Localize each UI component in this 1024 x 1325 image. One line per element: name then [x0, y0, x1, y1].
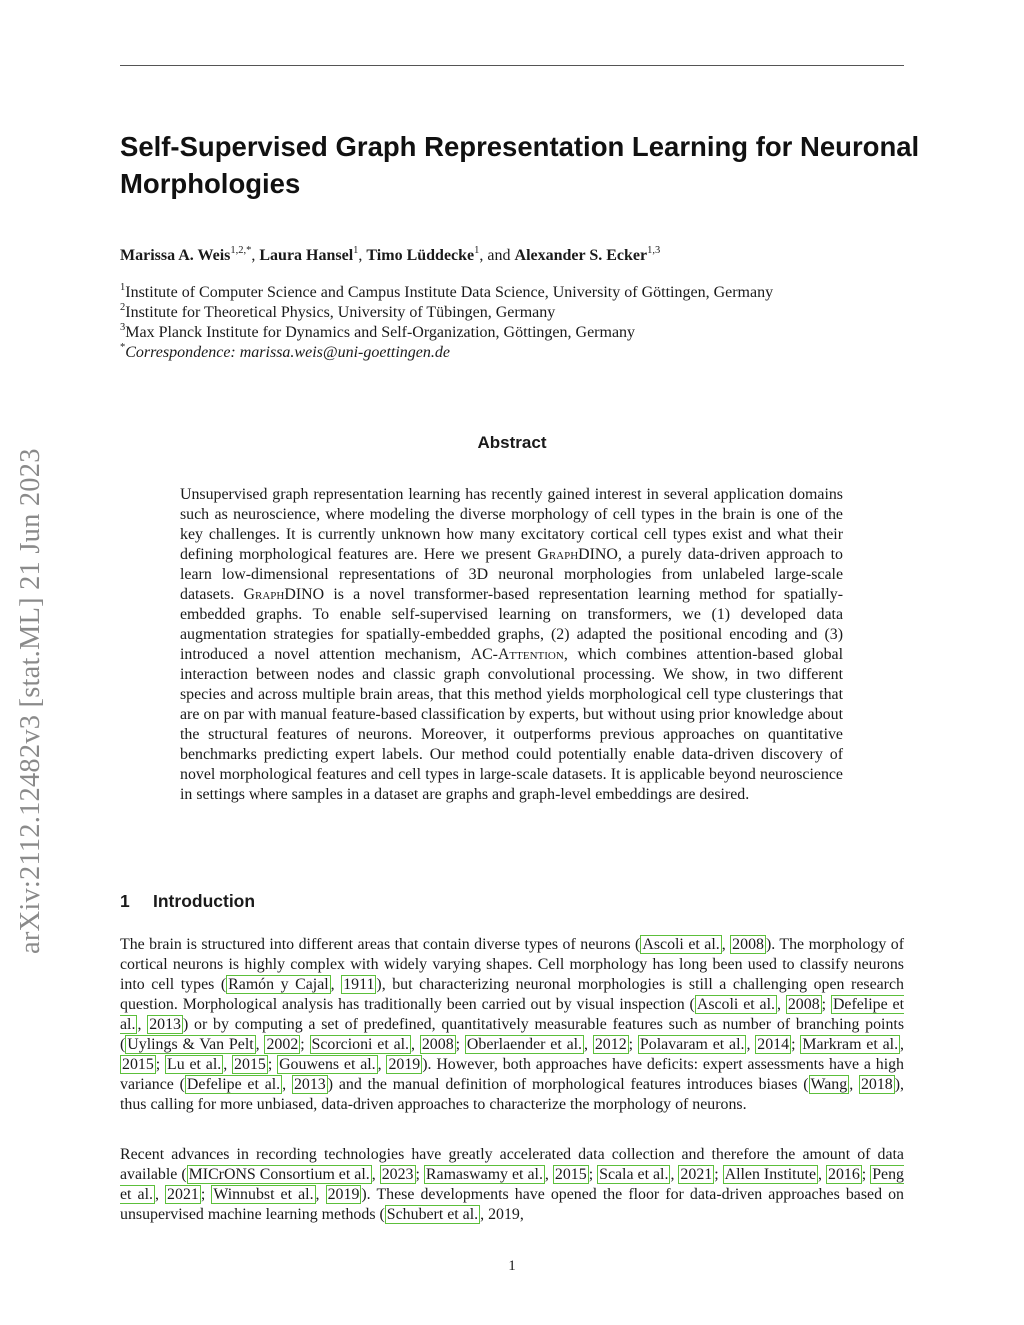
body-text: , 2019, — [480, 1206, 524, 1223]
body-text: , — [900, 1036, 905, 1053]
citation-link[interactable]: Ascoli et al. — [642, 936, 720, 953]
citation-link[interactable]: 2019 — [327, 1186, 360, 1203]
citation-link[interactable]: Scorcioni et al. — [311, 1036, 410, 1053]
body-text: , — [818, 1166, 826, 1183]
author-name: Marissa A. Weis — [120, 247, 231, 264]
citation-link[interactable]: Uylings & Van Pelt — [127, 1036, 254, 1053]
affiliation-text: Institute of Computer Science and Campus Institute Data Science, University of Göttingen, Germany — [125, 284, 774, 301]
paper-title: Self-Supervised Graph Representation Learning for Neuronal Morphologies — [120, 131, 920, 199]
body-text: The brain is structured into different areas that contain diverse types of neurons ( — [120, 936, 641, 953]
abstract-text: , a purely data-driven approach to learn low-dimensional representations of 3D neuronal morphologies from unlabeled large-scale datasets. — [180, 546, 843, 603]
body-text: ), thus calling for more unbiased, data-driven approaches to characterize the morphology of neurons. — [120, 1076, 905, 1113]
citation-link[interactable]: 2008 — [421, 1036, 454, 1053]
body-text: , — [721, 936, 731, 953]
body-text: , — [746, 1036, 756, 1053]
citation-link[interactable]: 2014 — [757, 1036, 790, 1053]
body-text: , — [371, 1166, 380, 1183]
body-text: ; — [588, 1166, 598, 1183]
body-text: ; — [791, 1036, 801, 1053]
citation-link[interactable]: Gouwens et al. — [279, 1056, 376, 1073]
abstract-body — [180, 485, 843, 805]
citation-link[interactable]: 2023 — [381, 1166, 414, 1183]
body-text: , — [777, 996, 786, 1013]
author-list — [120, 245, 910, 267]
affiliation-sup: 3 — [120, 321, 126, 333]
body-text: Recent advances in recording technologies have greatly accelerated data collection and therefore the amount of data available ( — [120, 1146, 904, 1183]
citation-link[interactable]: Defelipe et al. — [186, 1076, 281, 1093]
citation-link[interactable]: 1911 — [343, 976, 375, 993]
citation-link[interactable]: Markram et al. — [802, 1036, 899, 1053]
abstract-text: is a novel transformer-based representation learning method for spatially-embedded graphs. To enable self-supervised learning on transformers, we (1) developed data augmentation strategies for spatially-embedded graphs, (2) adapted the positional encoding and (3) introduced a novel attention mechanism, — [180, 586, 843, 663]
author-name: Alexander S. Ecker — [514, 247, 648, 264]
affiliation-line — [120, 323, 910, 343]
correspondence-line — [120, 343, 910, 363]
author-separator: , and — [479, 247, 515, 264]
body-text: , — [154, 1186, 166, 1203]
body-text: , — [411, 1036, 420, 1053]
affiliation-text: Institute for Theoretical Physics, University of Tübingen, Germany — [125, 304, 556, 321]
citation-link[interactable]: MICrONS Consortium et al. — [188, 1166, 370, 1183]
citation-link[interactable]: Wang — [810, 1076, 848, 1093]
affiliation-sup: 1 — [120, 281, 126, 293]
intro-paragraph-1 — [120, 935, 904, 1115]
body-text: ) and the manual definition of morphological features introduces biases ( — [327, 1076, 809, 1093]
section-number: 1 — [120, 891, 130, 911]
author-separator: , — [251, 247, 260, 264]
author-sup: 1 — [353, 244, 359, 256]
body-text: , — [282, 1076, 292, 1093]
body-text: ; — [628, 1036, 638, 1053]
author-name: Laura Hansel — [259, 247, 354, 264]
citation-link[interactable]: 2016 — [828, 1166, 860, 1183]
citation-link[interactable]: Schubert et al. — [386, 1206, 479, 1223]
abstract-heading: Abstract — [477, 433, 547, 452]
citation-link[interactable]: 2015 — [554, 1166, 587, 1183]
body-text: , — [544, 1166, 553, 1183]
body-text: ; — [300, 1036, 310, 1053]
body-text: ; — [861, 1166, 871, 1183]
citation-link[interactable]: 2008 — [787, 996, 820, 1013]
body-text: , — [137, 1016, 148, 1033]
body-text: ) or by computing a set of predefined, quantitatively measurable features such as number of branching points ( — [120, 1016, 904, 1053]
author-sup: 1 — [474, 244, 480, 256]
method-name: GraphDINO — [243, 586, 325, 603]
body-text: ; — [714, 1166, 723, 1183]
body-text: , — [223, 1056, 233, 1073]
section-heading — [120, 891, 255, 912]
citation-link[interactable]: 2018 — [860, 1076, 893, 1093]
citation-link[interactable]: Ramaswamy et al. — [425, 1166, 543, 1183]
affiliation-text: Max Planck Institute for Dynamics and Self-Organization, Göttingen, Germany — [125, 324, 636, 341]
body-text: ; — [267, 1056, 278, 1073]
citation-link[interactable]: 2019 — [388, 1056, 421, 1073]
citation-link[interactable]: Oberlaender et al. — [466, 1036, 583, 1053]
affiliations — [120, 283, 910, 363]
top-rule — [120, 65, 904, 66]
citation-link[interactable]: 2015 — [234, 1056, 266, 1073]
affiliation-sup: 2 — [120, 301, 126, 313]
body-text: ; — [821, 996, 831, 1013]
body-text: ). These developments have opened the floor for data-driven approaches based on unsupervised machine learning methods ( — [120, 1186, 904, 1223]
citation-link[interactable]: 2013 — [293, 1076, 326, 1093]
body-text: , — [670, 1166, 679, 1183]
citation-link[interactable]: Ramón y Cajal — [228, 976, 329, 993]
citation-link[interactable]: 2021 — [680, 1166, 713, 1183]
body-text: ). The morphology of cortical neurons is highly complex with widely varying shapes. Cell morphology has long been used to classify neurons into cell types ( — [120, 936, 904, 993]
citation-link[interactable]: Ascoli et al. — [696, 996, 775, 1013]
citation-link[interactable]: Defelipe et al. — [120, 996, 904, 1033]
arxiv-stamp: arXiv:2112.12482v3 [stat.ML] 21 Jun 2023 — [15, 448, 46, 954]
citation-link[interactable]: Lu et al. — [167, 1056, 222, 1073]
citation-link[interactable]: Scala et al. — [599, 1166, 669, 1183]
section-title: Introduction — [153, 891, 256, 911]
body-text: , — [315, 1186, 326, 1203]
body-text: ). However, both approaches have deficits: expert assessments have a high variance ( — [120, 1056, 904, 1093]
correspondence-sup: * — [120, 341, 126, 353]
citation-link[interactable]: Polavaram et al. — [639, 1036, 745, 1053]
abstract-text: , which combines attention-based global interaction between nodes and classic graph convolutional processing. We show, in two different species and across multiple brain areas, that this method yields morphological cell type clusterings that are on par with manual feature-based classification by experts, but without using prior knowledge about the structural features of neurons. Moreover, it outperforms previous approaches on quantitative benchmarks predicting expert labels. Our method could potentially enable data-driven discovery of novel morphological features and cell types in large-scale datasets. It is applicable beyond neuroscience in settings where samples in a dataset are graphs and graph-level embeddings are desired. — [180, 646, 843, 803]
citation-link[interactable]: 2012 — [594, 1036, 627, 1053]
mechanism-name: AC-Attention — [470, 646, 564, 663]
body-text: , — [377, 1056, 387, 1073]
citation-link[interactable]: 2021 — [167, 1186, 199, 1203]
body-text: ; — [200, 1186, 212, 1203]
intro-paragraph-2 — [120, 1145, 904, 1225]
citation-link[interactable]: 2002 — [266, 1036, 299, 1053]
author-sup: 1,3 — [647, 244, 661, 256]
affiliation-line — [120, 303, 910, 323]
citation-link[interactable]: 2015 — [122, 1056, 154, 1073]
body-text: , — [584, 1036, 593, 1053]
body-text: ; — [415, 1166, 424, 1183]
citation-link[interactable]: Peng et al. — [120, 1166, 904, 1203]
citation-link[interactable]: Winnubst et al. — [213, 1186, 314, 1203]
citation-link[interactable]: 2013 — [149, 1016, 181, 1033]
correspondence-text[interactable]: Correspondence: marissa.weis@uni-goettingen.de — [125, 344, 450, 361]
affiliation-line — [120, 283, 910, 303]
method-name: GraphDINO — [537, 546, 618, 563]
body-text: , — [849, 1076, 859, 1093]
abstract-text: Unsupervised graph representation learning has recently gained interest in several application domains such as neuroscience, where modeling the diverse morphology of cell types in the brain is one of the key challenges. It is currently unknown how many excitatory cortical cell types exist and what their defining morphological features are. Here we present — [180, 486, 843, 563]
author-separator: , — [358, 247, 367, 264]
citation-link[interactable]: 2008 — [732, 936, 764, 953]
body-text: ), but characterizing neuronal morphologies is still a challenging open research question. Morphological analysis has traditionally been carried out by visual inspection ( — [120, 976, 904, 1013]
body-text: , — [255, 1036, 265, 1053]
page-number: 1 — [508, 1258, 516, 1274]
body-text: , — [330, 976, 342, 993]
citation-link[interactable]: Allen Institute — [724, 1166, 817, 1183]
author-name: Timo Lüddecke — [366, 247, 475, 264]
author-sup: 1,2,* — [230, 244, 252, 256]
body-text: ; — [155, 1056, 166, 1073]
body-text: ; — [455, 1036, 465, 1053]
